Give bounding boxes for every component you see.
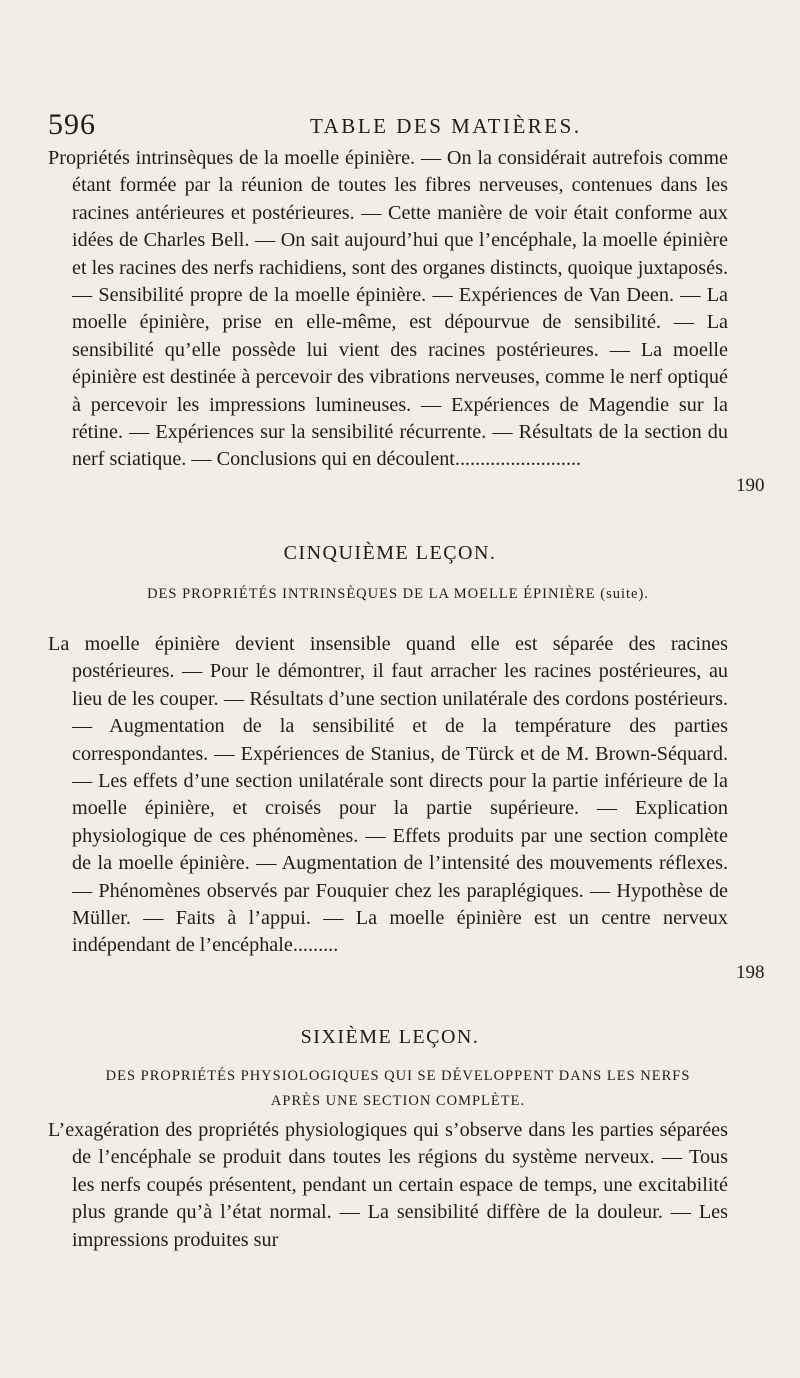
entry-text: L’exagération des propriétés physiologiques qui s’observe dans les parties séparées de l’encéphale se produit dans toutes les régions du système nerveux. — Tous les nerfs coupés présentent, pendant un certain espace de temps, une excitabilité plus grande qu’à l’état normal. — La sensibilité diffère de la douleur. — Les impressions produites sur (48, 1119, 728, 1251)
lesson-5-title: CINQUIÈME LEÇON. (283, 542, 497, 564)
lesson-6-subtitle-line-1: DES PROPRIÉTÉS PHYSIOLOGIQUES QUI SE DÉVELOPPENT DANS LES NERFS (105, 1068, 691, 1084)
entry-text: La moelle épinière devient insensible quand elle est séparée des racines postérieures. — Pour le démontrer, il faut arracher les racines postérieures, au lieu de les couper. — Résultats d’une section unilatérale des cordons postérieurs. — Augmentation de la sensibilité et de la température des parties correspondantes. — Expériences de Stanius, de Türck et de M. Brown-Séquard. — Les effets d’une section unilatérale sont directs pour la partie inférieure de la moelle épinière, et croisés pour la partie supérieure. — Explication physiologique de ces phénomènes. — Effets produits par une section complète de la moelle épinière. — Augmentation de l’intensité des mouvements réflexes. — Phénomènes observés par Fouquier chez les paraplégiques. — Hypothèse de Müller. — Faits à l’appui. — La moelle épinière est un centre nerveux indépendant de l’encéphale......... (48, 633, 728, 957)
entry-text: Propriétés intrinsèques de la moelle épinière. — On la considérait autrefois comme étant formée par la réunion de toutes les fibres nerveuses, contenues dans les racines antérieures et postérieures. — Cette manière de voir était conforme aux idées de Charles Bell. — On sait aujourd’hui que l’encéphale, la moelle épinière et les racines des nerfs rachidiens, sont des organes distincts, quoique juxtaposés. — Sensibilité propre de la moelle épinière. — Expériences de Van Deen. — La moelle épinière, prise en elle-même, est dépourvue de sensibilité. — La sensibilité qu’elle possède lui vient des racines postérieures. — La moelle épinière est destinée à percevoir des vibrations nerveuses, comme le nerf optiqué à percevoir les impressions lumineuses. — Expériences de Magendie sur la rétine. — Expériences sur la sensibilité récurrente. — Résultats de la section du nerf sciatique. — Conclusions qui en découlent......................... (48, 147, 728, 471)
toc-entry-intrinsic-properties (48, 145, 728, 474)
lesson-5-subtitle: DES PROPRIÉTÉS INTRINSÈQUES DE LA MOELLE ÉPINIÈRE (suite). (147, 586, 649, 602)
running-title: TABLE DES MATIÈRES. (310, 114, 582, 138)
toc-entry-lesson-6 (48, 1117, 728, 1254)
lesson-6-subtitle-line-2: APRÈS UNE SECTION COMPLÈTE. (270, 1093, 526, 1109)
toc-entry-lesson-5 (48, 631, 728, 960)
page-ref-198: 198 (736, 962, 765, 983)
lesson-6-subtitle (48, 1064, 748, 1114)
page-header (48, 108, 748, 148)
lesson-6-title: SIXIÈME LEÇON. (300, 1026, 480, 1048)
page-number: 596 (48, 108, 96, 141)
page-ref-190: 190 (736, 475, 765, 496)
